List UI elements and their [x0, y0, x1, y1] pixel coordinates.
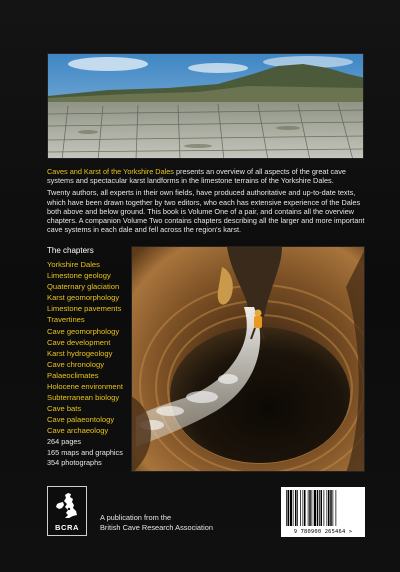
- chapter-item: Karst hydrogeology: [47, 348, 113, 358]
- logo-text: BCRA: [55, 523, 79, 532]
- cave-shaft-photo: [131, 246, 365, 472]
- intro-paragraph-1: [47, 167, 365, 185]
- chapter-item: Travertines: [47, 315, 85, 325]
- intro-paragraph-2: Twenty authors, all experts in their own fields, have produced authoritative and up-to-date texts, which have been drawn together by two editors, who each has extensive experience of the Dales both above and below ground. This book is Volume One of a pair, and contains all the overview chapters. A companion Volume Two contains chapters describing all the larger and more important cave systems in each dale and fell across the region's karst.: [47, 188, 365, 235]
- chapter-item: Limestone pavements: [47, 304, 122, 314]
- chapter-item: Palaeoclimates: [47, 370, 99, 380]
- barcode-bars: [285, 490, 361, 526]
- chapter-item: Cave palaeontology: [47, 415, 115, 425]
- book-stats: [47, 437, 137, 469]
- intro-paragraph-1-text: presents an overview of all aspects of the great cave systems and spectacular karst landforms in the limestone terrains of the Yorkshire Dales.: [47, 167, 346, 186]
- photo-count: 354 photographs: [47, 458, 102, 467]
- chapter-list: [47, 246, 131, 437]
- page-count: 264 pages: [47, 437, 82, 446]
- intro-text: [47, 167, 365, 237]
- bcra-logo: [47, 486, 87, 536]
- chapter-item: Cave development: [47, 337, 111, 347]
- publisher-line-2: British Cave Research Association: [100, 523, 213, 532]
- chapter-item: Holocene environment: [47, 382, 123, 392]
- chapter-item: Cave bats: [47, 404, 82, 414]
- chapter-item: Yorkshire Dales: [47, 260, 100, 269]
- isbn-barcode: [281, 487, 365, 537]
- publisher-note: [100, 513, 260, 533]
- chapter-item: Subterranean biology: [47, 393, 120, 403]
- chapter-item: Cave archaeology: [47, 426, 109, 436]
- chapter-item: Limestone geology: [47, 271, 111, 281]
- book-title: Caves and Karst of the Yorkshire Dales: [47, 167, 174, 176]
- british-isles-map-icon: [52, 491, 82, 521]
- chapter-item: Cave geomorphology: [47, 326, 120, 336]
- map-count: 165 maps and graphics: [47, 447, 123, 457]
- barcode-digits: 9 780900 265464 >: [293, 529, 353, 535]
- chapter-item: Cave chronology: [47, 359, 104, 369]
- publisher-line-1: A publication from the: [100, 513, 172, 522]
- limestone-pavement-photo: [47, 53, 364, 159]
- chapter-item: Quaternary glaciation: [47, 282, 120, 292]
- chapter-item: Karst geomorphology: [47, 293, 120, 303]
- chapter-list-heading: The chapters: [47, 246, 94, 255]
